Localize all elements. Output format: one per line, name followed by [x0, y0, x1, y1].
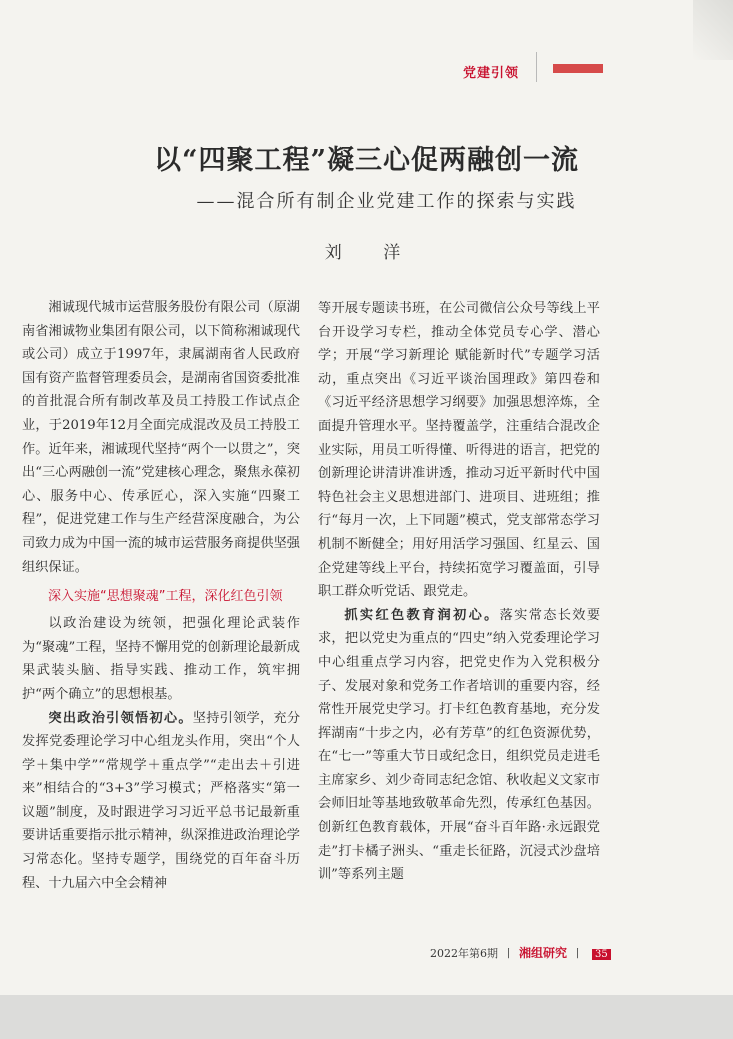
- article-title: 以“四聚工程”凝三心促两融创一流: [153, 145, 580, 176]
- left-column: [22, 296, 300, 895]
- paragraph-lead: 抓实红色教育润初心。: [344, 607, 500, 623]
- paragraph-political-guidance: [22, 707, 300, 896]
- paragraph-overview: 以政治建设为统领，把强化理论武装作为“聚魂”工程，坚持不懈用党的创新理论最新成果武装头脑、指导实践、推动工作，筑牢拥护“两个确立”的思想根基。: [22, 616, 300, 702]
- article-author: 刘 洋: [324, 243, 419, 263]
- scan-corner-shadow: [693, 0, 733, 60]
- page-number: 35: [592, 949, 611, 960]
- journal-name: 湘组研究: [519, 946, 568, 960]
- section-tag-divider: [536, 52, 537, 82]
- section-heading: 深入实施“思想聚魂”工程，深化红色引领: [48, 589, 283, 605]
- article-subtitle: ——混合所有制企业党建工作的探索与实践: [196, 191, 577, 212]
- footer-separator: 丨: [572, 947, 584, 960]
- paragraph-intro: 湘诚现代城市运营服务股份有限公司（原湖南省湘诚物业集团有限公司，以下简称湘诚现代或公司）成立于1997年，隶属湖南省人民政府国有资产监督管理委员会，是湖南省国资委批准的首批混合所有制改革及员工持股工作试点企业，于2019年12月全面完成混改及员工持股工作。近年来，湘诚现代坚持“两个一以贯之”，突出“三心两融创一流”党建核心理念，聚焦永葆初心、服务中心、传承匠心，深入实施“四聚工程”，促进党建工作与生产经营深度融合，为公司致力成为中国一流的城市运营服务商提供坚强组织保证。: [22, 300, 300, 575]
- paragraph-lead: 突出政治引领悟初心。: [48, 710, 193, 726]
- section-tag-bar: [553, 64, 603, 73]
- issue-label: 2022年第6期: [430, 947, 498, 960]
- section-tag: 党建引领: [463, 66, 520, 81]
- paragraph-continued: 等开展专题读书班，在公司微信公众号等线上平台开设学习专栏，推动全体党员专心学、潜心学；开展“学习新理论 赋能新时代”专题学习活动，重点突出《习近平谈治国理政》第四卷和《习近平经济思想学习纲要》加强思想淬炼，全面提升管理水平。坚持覆盖学，注重结合混改企业实际，用员工听得懂、听得进的语言，把党的创新理论讲清讲准讲透，推动习近平新时代中国特色社会主义思想进部门、进项目、进班组；推行“每月一次，上下同题”模式，党支部常态学习机制不断健全；用好用活学习强国、红星云、国企党建等线上平台，持续拓宽学习覆盖面，引导职工群众听党话、跟党走。: [318, 301, 600, 600]
- right-column: [318, 297, 600, 887]
- scan-bottom-edge: [0, 995, 733, 1039]
- footer-separator: 丨: [503, 947, 514, 960]
- paragraph-body: 坚持引领学，充分发挥党委理论学习中心组龙头作用，突出“个人学＋集中学”“常规学＋重点学”“走出去＋引进来”相结合的“3+3”学习模式；严格落实“第一议题”制度，及时跟进学习习近平总书记最新重要讲话重要指示批示精神，纵深推进政治理论学习常态化。坚持专题学，围绕党的百年奋斗历程、十九届六中全会精神: [22, 710, 301, 891]
- page-footer: [430, 944, 611, 961]
- paragraph-red-education: [318, 604, 600, 887]
- paragraph-body: 落实常态长效要求，把以党史为重点的“四史”纳入党委理论学习中心组重点学习内容，把党史作为入党积极分子、发展对象和党务工作者培训的重要内容，经常性开展党史学习。打卡红色教育基地，充分发挥湖南“十步之内，必有芳草”的红色资源优势，在“七一”等重大节日或纪念日，组织党员走进毛主席家乡、刘少奇同志纪念馆、秋收起义文家市会师旧址等基地致敬革命先烈，传承红色基因。创新红色教育载体，开展“奋斗百年路·永远跟党走”打卡橘子洲头、“重走长征路，沉浸式沙盘培训”等系列主题: [318, 607, 601, 883]
